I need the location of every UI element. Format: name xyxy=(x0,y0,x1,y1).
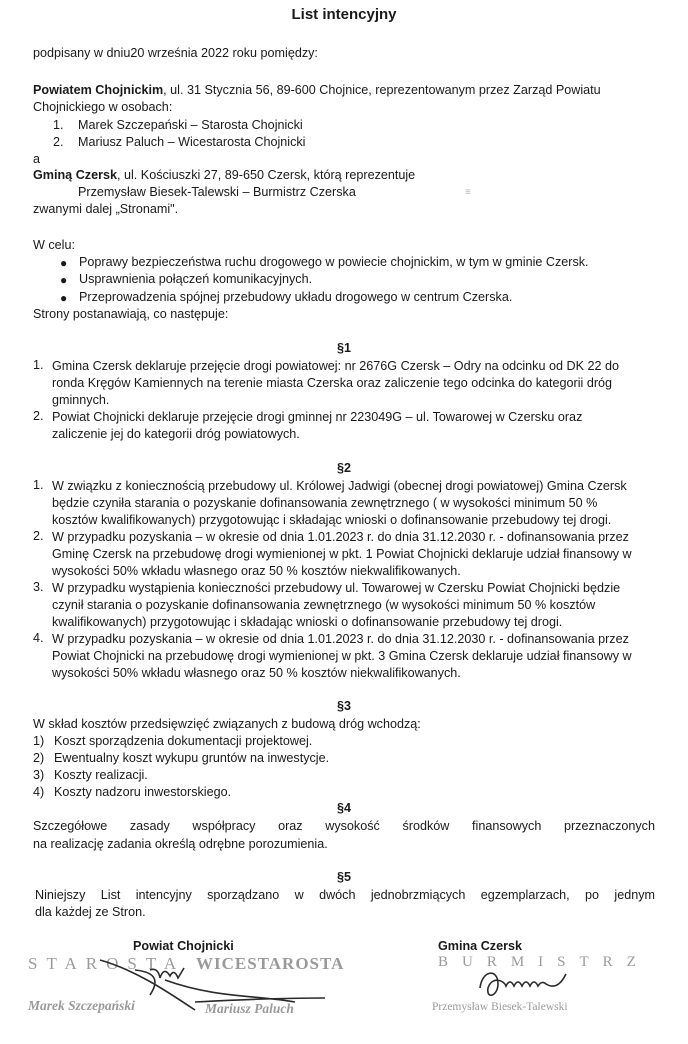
left-signatory-heading: Powiat Chojnicki xyxy=(133,939,234,953)
handwritten-signature-icon xyxy=(95,940,355,1020)
document-title: List intencyjny xyxy=(291,6,397,23)
item-line: ronda Kręgów Kamiennych na terenie miasta Czerska oraz zaliczenie tego odcinka do kategorii dróg xyxy=(52,376,613,390)
section-heading: §1 xyxy=(336,341,351,355)
cost-num: 3) xyxy=(33,768,45,782)
bullet-icon: ● xyxy=(60,273,68,287)
item-line: Gminę Czersk na przebudowę drogi wymienionej w pkt. 1 Powiat Chojnicki deklaruje udział finansowy w xyxy=(52,547,632,561)
item-line: kwalifikowanych) przygotowując i składając wnioski o dofinansowanie przebudowy tej drogi. xyxy=(52,615,563,629)
cost-item: Ewentualny koszt wykupu gruntów na inwestycje. xyxy=(54,751,330,765)
right-name: Przemysław Biesek-Talewski xyxy=(432,1001,568,1013)
party2-name: Gminą Czersk xyxy=(33,168,117,182)
and-word: a xyxy=(33,152,41,166)
item-line: W przypadku pozyskania – w okresie od dnia 1.01.2023 r. do dnia 31.12.2030 r. - dofinansowania przez xyxy=(52,530,629,544)
cost-item: Koszt sporządzenia dokumentacji projektowej. xyxy=(54,734,313,748)
item-line: Powiat Chojnicki na przebudowę drogi wymienionej w pkt. 3 Gmina Czersk deklaruje udział finansowy w xyxy=(52,649,632,663)
left-stamp-starosta: STAROSTA xyxy=(28,954,186,973)
cost-item: Koszty realizacji. xyxy=(54,768,148,782)
aim-label: W celu: xyxy=(33,238,75,252)
s5-line: dla każdej ze Stron. xyxy=(35,905,146,919)
section-heading: §2 xyxy=(336,461,351,475)
party2-address: , ul. Kościuszki 27, 89-650 Czersk, którą reprezentuje xyxy=(117,168,416,182)
handwritten-signature-icon xyxy=(470,960,580,1010)
party1-name: Powiatem Chojnickim xyxy=(33,83,164,97)
item-line: W przypadku wystąpienia konieczności przebudowy ul. Towarowej w Czersku Powiat Chojnicki będzie xyxy=(52,581,621,595)
s4-line: na realizację zadania określą odrębne porozumienia. xyxy=(33,837,328,851)
member-text: Marek Szczepański – Starosta Chojnicki xyxy=(78,118,303,132)
section-heading: §3 xyxy=(336,699,351,713)
item-line: kosztów kwalifikowanych) przygotowując i składając wnioski o dofinansowanie przebudowy tej drogi. xyxy=(52,513,612,527)
s4-line: Szczegółowe zasady współpracy oraz wysokość środków finansowych przeznaczonych xyxy=(33,819,655,833)
item-line: będzie czyniła starania o pozyskanie dofinansowania zewnętrznego ( w wysokości minimum 50 % xyxy=(52,496,598,510)
item-num: 1. xyxy=(33,478,44,492)
left-name-wicestarosta: Mariusz Paluch xyxy=(205,1001,294,1016)
member-text: Mariusz Paluch – Wicestarosta Chojnicki xyxy=(78,135,306,149)
party2-line xyxy=(33,167,415,184)
item-num: 3. xyxy=(33,580,44,594)
cost-num: 4) xyxy=(33,785,45,799)
right-stamp-burmistrz: BURMISTRZ xyxy=(438,954,650,970)
cost-num: 2) xyxy=(33,751,45,765)
section-heading: §4 xyxy=(336,801,351,815)
scan-mark: ≡ xyxy=(465,187,471,198)
aim-item: Przeprowadzenia spójnej przebudowy układu drogowego w centrum Czerska. xyxy=(79,290,513,304)
item-num: 4. xyxy=(33,631,44,645)
item-num: 2. xyxy=(33,529,44,543)
bullet-icon: ● xyxy=(60,291,68,305)
right-signatory-heading: Gmina Czersk xyxy=(438,939,522,953)
item-line: gminnych. xyxy=(52,393,110,407)
item-line: czynił starania o pozyskanie dofinansowania zewnętrznego (w wysokości minimum 50 % kosztów xyxy=(52,598,596,612)
cost-item: Koszty nadzoru inwestorskiego. xyxy=(54,785,232,799)
item-line: W związku z koniecznością przebudowy ul. Królowej Jadwigi (obecnej drogi powiatowej) Gmina Czersk xyxy=(52,479,627,493)
s3-intro: W skład kosztów przedsięwzięć związanych z budową dróg wchodzą: xyxy=(33,717,421,731)
bullet-icon: ● xyxy=(60,256,68,270)
left-stamp-wicestarosta: WICESTAROSTA xyxy=(196,954,345,973)
item-line: zaliczenie jej do kategorii dróg powiatowych. xyxy=(52,427,300,441)
aim-item: Poprawy bezpieczeństwa ruchu drogowego w powiecie chojnickim, w tym w gminie Czersk. xyxy=(79,255,589,269)
party1-address: , ul. 31 Stycznia 56, 89-600 Chojnice, reprezentowanym przez Zarząd Powiatu xyxy=(163,83,601,97)
item-line: Gmina Czersk deklaruje przejęcie drogi powiatowej: nr 2676G Czersk – Odry na odcinku od DK 22 do xyxy=(52,359,619,373)
item-line: wysokości 50% wkładu własnego oraz 50 % kosztów niekwalifikowanych. xyxy=(52,564,461,578)
item-num: 1. xyxy=(33,358,44,372)
item-line: W przypadku pozyskania – w okresie od dnia 1.01.2023 r. do dnia 31.12.2030 r. - dofinansowania przez xyxy=(52,632,629,646)
member-num: 2. xyxy=(53,135,64,149)
decide-line: Strony postanawiają, co następuje: xyxy=(33,307,229,321)
cost-num: 1) xyxy=(33,734,45,748)
intro-line: podpisany w dniu20 września 2022 roku pomiędzy: xyxy=(33,46,318,60)
item-line: Powiat Chojnicki deklaruje przejęcie drogi gminnej nr 223049G – ul. Towarowej w Czersku oraz xyxy=(52,410,583,424)
left-name-starosta: Marek Szczepański xyxy=(28,998,135,1013)
item-line: wysokości 50% wkładu własnego oraz 50 % kosztów niekwalifikowanych. xyxy=(52,666,461,680)
section-heading: §5 xyxy=(336,870,351,884)
parties-label: zwanymi dalej „Stronami". xyxy=(33,202,179,216)
party1-line2: Chojnickiego w osobach: xyxy=(33,100,173,114)
party2-rep: Przemysław Biesek-Talewski – Burmistrz Czerska xyxy=(78,185,356,199)
item-num: 2. xyxy=(33,409,44,423)
aim-item: Usprawnienia połączeń komunikacyjnych. xyxy=(79,272,313,286)
s5-line: Niniejszy List intencyjny sporządzano w dwóch jednobrzmiących egzemplarzach, po jednym xyxy=(35,888,655,902)
member-num: 1. xyxy=(53,118,64,132)
party1-line xyxy=(33,82,601,99)
